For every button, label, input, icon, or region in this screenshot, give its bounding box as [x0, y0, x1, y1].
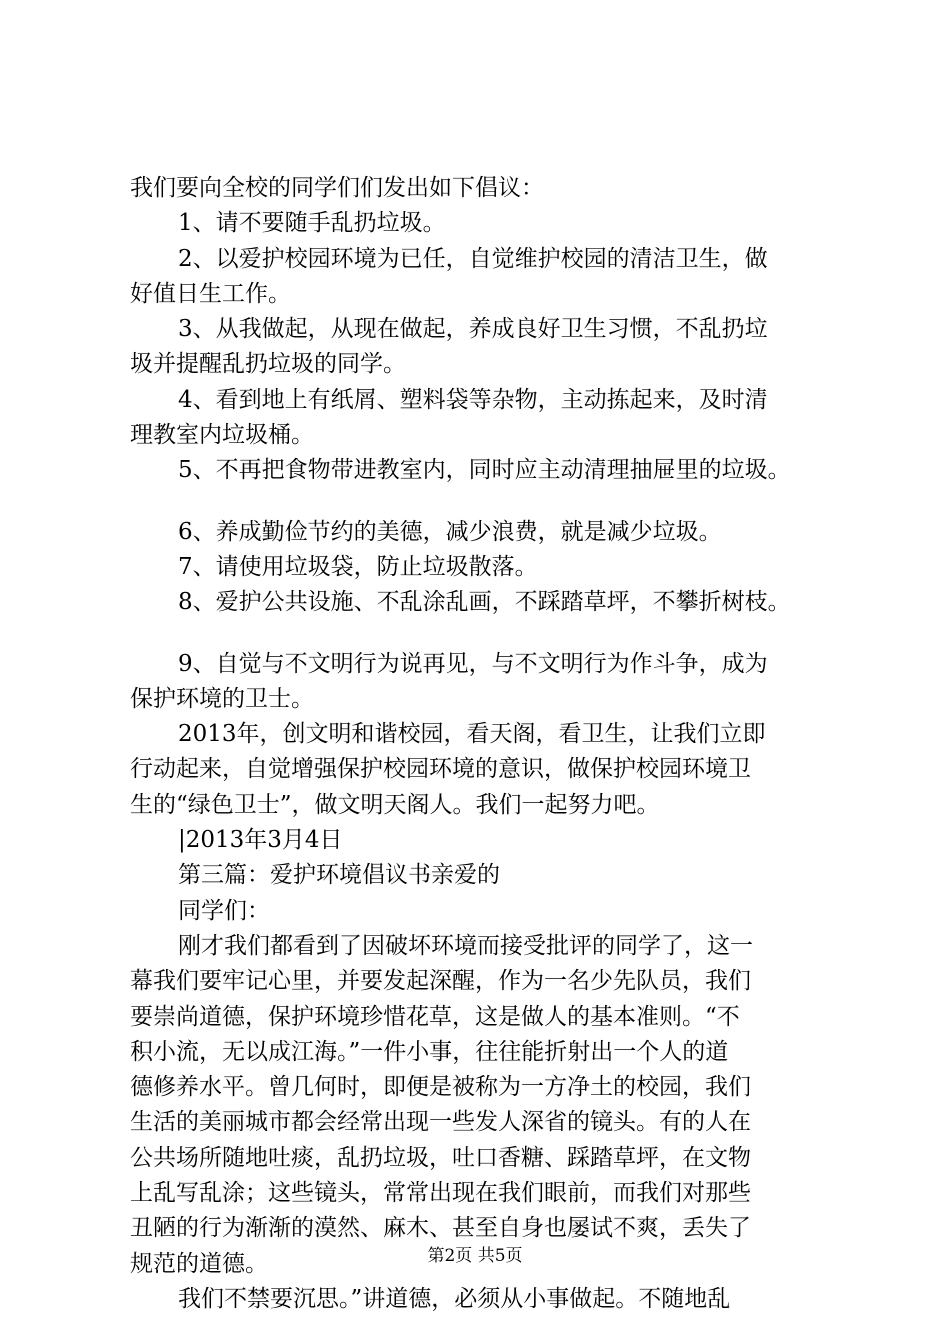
text-line: 要崇尚道德，保护环境珍惜花草，这是做人的基本准则。“不 [130, 1003, 740, 1030]
text-line: 生的“绿色卫士”，做文明天阁人。我们一起努力吧。 [130, 791, 660, 818]
text-line: 4、看到地上有纸屑、塑料袋等杂物，主动拣起来，及时清 [178, 386, 768, 413]
text-line: 3、从我做起，从现在做起，养成良好卫生习惯，不乱扔垃 [178, 316, 768, 343]
text-line: 圾并提醒乱扔垃圾的同学。 [130, 351, 406, 378]
text-line: 德修养水平。曾几何时，即便是被称为一方净土的校园，我们 [130, 1074, 751, 1101]
text-line: 8、爱护公共设施、不乱涂乱画，不踩踏草坪，不攀折树枝。 [178, 589, 791, 616]
section-heading: 第三篇：爱护环境倡议书亲爱的 [178, 862, 500, 889]
page-footer: 第2页 共5页 [427, 1246, 523, 1266]
text-line: 幕我们要牢记心里，并要发起深醒，作为一名少先队员，我们 [130, 968, 751, 995]
text-line: 生活的美丽城市都会经常出现一些发人深省的镜头。有的人在 [130, 1109, 751, 1136]
text-line: 5、不再把食物带进教室内，同时应主动清理抽屉里的垃圾。 [178, 457, 791, 484]
text-line: 6、养成勤俭节约的美德，减少浪费，就是减少垃圾。 [178, 518, 722, 545]
text-line: 积小流，无以成江海。”一件小事，往往能折射出一个人的道 [130, 1038, 729, 1065]
salutation: 同学们： [178, 897, 270, 924]
text-line: 理教室内垃圾桶。 [130, 422, 314, 449]
document-body [130, 171, 860, 1317]
text-line: 上乱写乱涂；这些镜头，常常出现在我们眼前，而我们对那些 [130, 1180, 751, 1207]
text-line: 规范的道德。 [130, 1250, 268, 1277]
text-line: 行动起来，自觉增强保护校园环境的意识，做保护校园环境卫 [130, 756, 751, 783]
paragraph-gap [130, 489, 860, 515]
text-line: 2、以爱护校园环境为已任，自觉维护校园的清洁卫生，做 [178, 245, 768, 272]
text-line: 公共场所随地吐痰，乱扔垃圾，吐口香糖、踩踏草坪，在文物 [130, 1144, 751, 1171]
text-line: 刚才我们都看到了因破坏环境而接受批评的同学了，这一 [178, 932, 753, 959]
text-line: 好值日生工作。 [130, 280, 291, 307]
text-line: 1、请不要随手乱扔垃圾。 [178, 210, 446, 237]
text-line: 7、请使用垃圾袋，防止垃圾散落。 [178, 553, 538, 580]
text-line: 9、自觉与不文明行为说再见，与不文明行为作斗争，成为 [178, 650, 768, 677]
text-line: 我们要向全校的同学们们发出如下倡议： [130, 175, 544, 201]
text-line: 丑陋的行为渐渐的漠然、麻木、甚至自身也屡试不爽，丢失了 [130, 1215, 751, 1242]
text-line: 我们不禁要沉思。”讲道德，必须从小事做起。不随地乱 [178, 1285, 731, 1312]
text-line: 保护环境的卫士。 [130, 685, 314, 712]
paragraph-gap [130, 621, 860, 647]
date-line: |2013年3月4日 [178, 827, 343, 854]
text-line: 2013年，创文明和谐校园，看天阁，看卫生，让我们立即 [178, 721, 766, 748]
